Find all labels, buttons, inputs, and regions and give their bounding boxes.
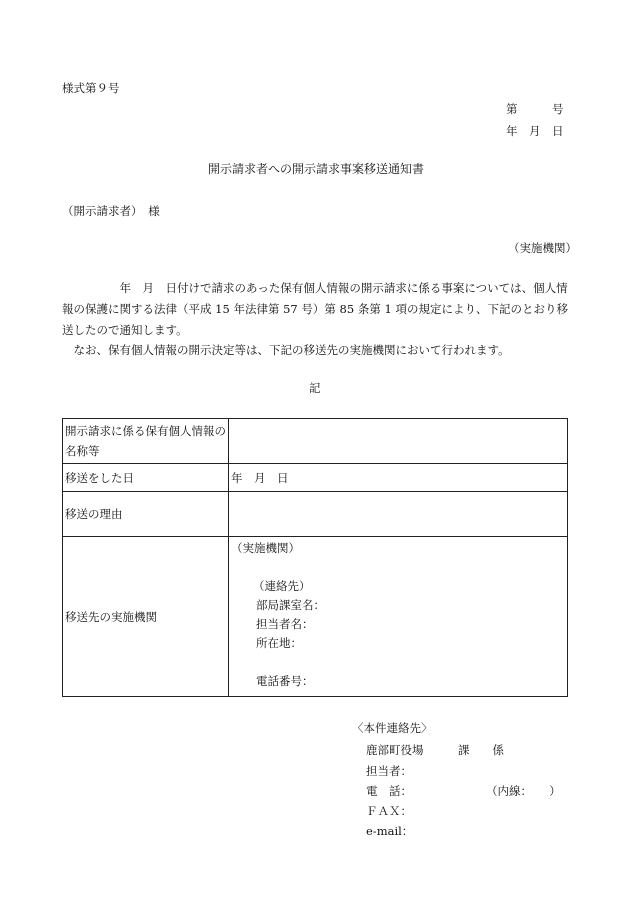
table-row [63,464,568,492]
row2-label: 移送をした日 [63,464,229,492]
contact-extension: （内線： ） [486,784,561,798]
addressee: （開示請求者） 様 [62,204,160,218]
row3-value [229,492,568,537]
ki-heading: 記 [309,381,321,395]
transfer-details-table [62,418,568,697]
contact-fax: ＦＡＸ： [366,804,412,818]
contact-line: （連絡先） [253,579,311,593]
contact-person: 担当者： [366,764,412,778]
address-line: 所在地： [256,636,302,650]
document-title: 開示請求者への開示請求事案移送通知書 [208,162,425,176]
dept-line: 部局課室名： [256,598,325,612]
row4-value [229,537,568,697]
row2-value: 年 月 日 [229,464,568,492]
document-number: 第 号 [506,102,564,116]
form-number: 様式第９号 [62,81,120,95]
row1-value [229,419,568,464]
contact-email: e-mail： [366,824,414,838]
contact-office: 鹿部町役場 課 係 [366,743,504,757]
body-paragraph-1 [62,278,570,341]
table-row [63,537,568,697]
phone-line: 電話番号： [256,674,314,688]
person-line: 担当者名： [256,617,314,631]
row3-label: 移送の理由 [63,492,229,537]
row4-label: 移送先の実施機関 [63,537,229,697]
body-text-1: 年 月 日付けで請求のあった保有個人情報の開示請求に係る事案については、個人情報の保護に関する法律（平成 15 年法律第 57 号）第 85 条第 1 項の規定により、下記のとおり移送したので通知します。 [62,281,568,337]
table-row [63,492,568,537]
body-indent [62,281,120,295]
table-row [63,419,568,464]
document-date: 年 月 日 [506,124,564,138]
contact-phone: 電 話： [366,784,412,798]
body-paragraph-2: なお、保有個人情報の開示決定等は、下記の移送先の実施機関において行われます。 [62,343,510,357]
contact-heading: 〈本件連絡先〉 [352,721,433,735]
agency-line: （実施機関） [231,541,300,555]
row1-label: 開示請求に係る保有個人情報の名称等 [63,419,229,464]
issuing-agency: （実施機関） [508,241,577,255]
